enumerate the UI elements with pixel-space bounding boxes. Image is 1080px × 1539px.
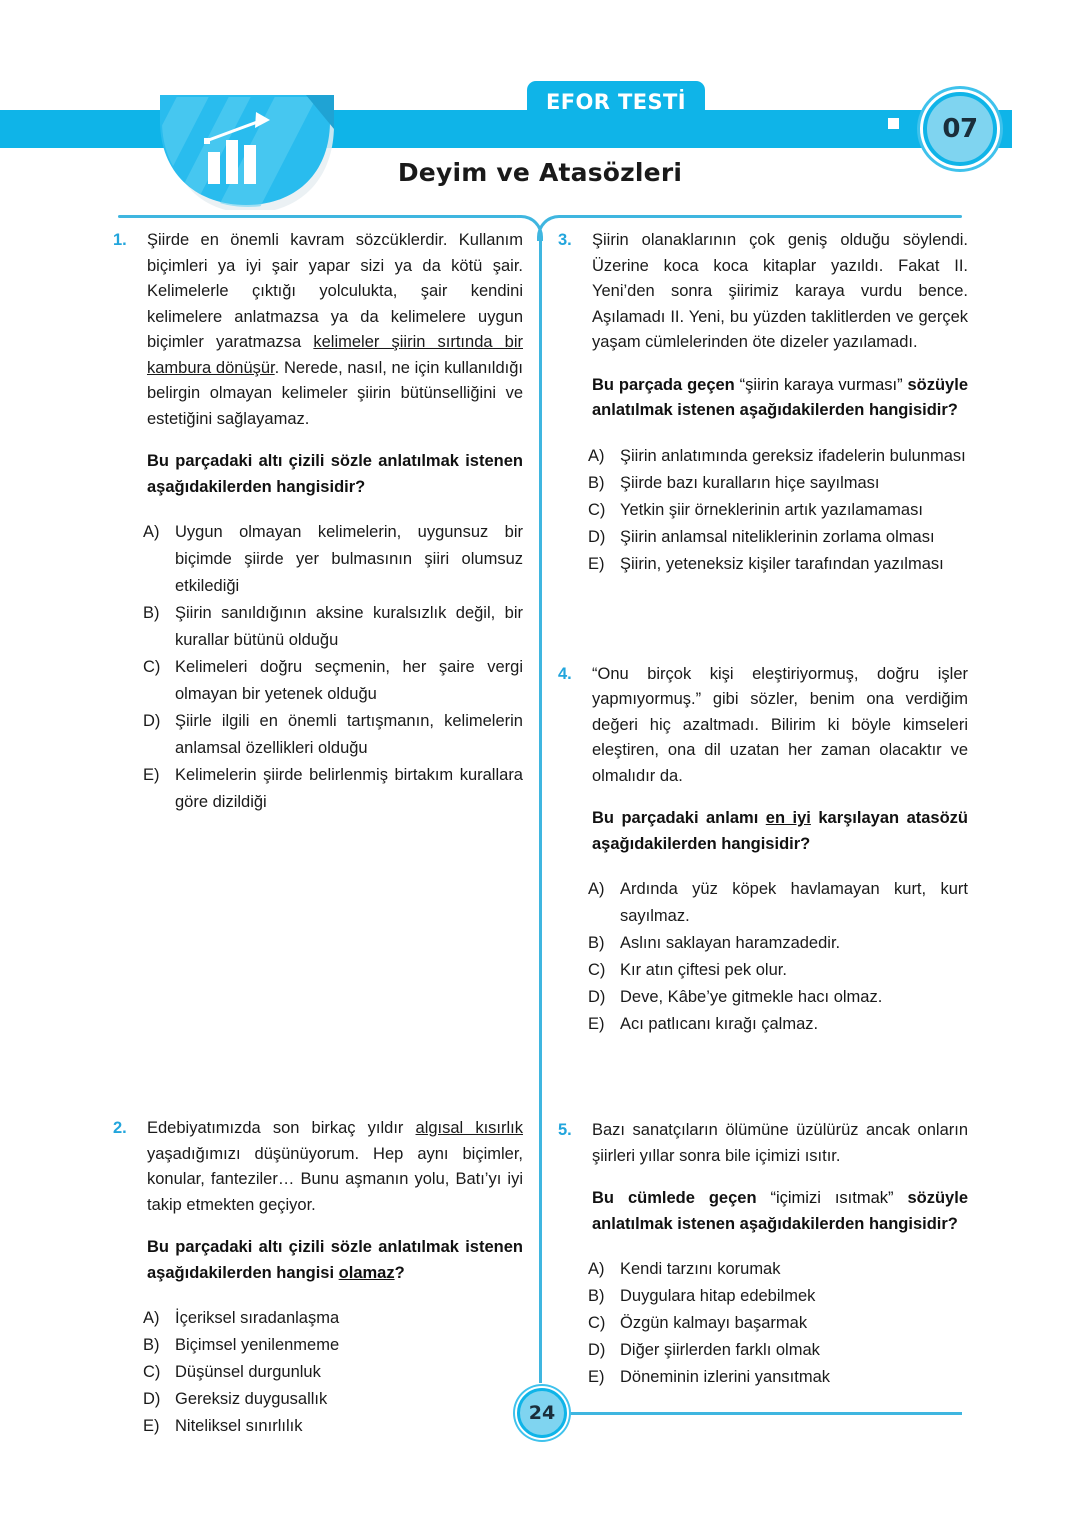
- question-1-passage-post: . Nerede, nasıl, ne için kullanıldığı belirgin olmayan kelimeler şiirin bütünselliğini ve estetiğini sağlayamaz.: [147, 358, 523, 428]
- option-a[interactable]: [143, 1305, 523, 1332]
- option-d[interactable]: [143, 708, 523, 762]
- question-5-prompt: [592, 1186, 968, 1237]
- option-d-letter: D): [143, 712, 161, 730]
- question-4-prompt-pre: Bu parçadaki anlamı: [592, 809, 766, 827]
- right-column: [558, 228, 968, 1391]
- page-title: Deyim ve Atasözleri: [397, 158, 683, 187]
- question-2-prompt-post: ?: [394, 1263, 405, 1282]
- option-c-letter: C): [143, 1363, 161, 1381]
- question-3-passage: Şiirin olanaklarının çok geniş olduğu söylendi. Üzerine koca koca kitaplar yazıldı. Fakat II. Yeni’den sonra şiirimiz karaya vurdu bence. Aşılamadı II. Yeni, bu yüzden taklitlerden ve gerçek yaşam cümlelerinden öte dizeler yazılamadı.: [592, 231, 968, 351]
- option-d-text: Diğer şiirlerden farklı olmak: [620, 1341, 820, 1359]
- option-e[interactable]: [588, 1011, 968, 1038]
- option-c[interactable]: [588, 1310, 968, 1337]
- option-c-text: Özgün kalmayı başarmak: [620, 1314, 808, 1332]
- question-1-passage-pre: Şiirde en önemli kavram sözcüklerdir. Kullanım biçimleri ya iyi şair yapar sizi ya da kötü şair. Kelimelerle çıktığı yolculukta, şair kendini kelimelere anlatmazsa ya da kelimelere uygun biçimler yaratmazsa: [147, 231, 523, 351]
- option-b-letter: B): [588, 934, 605, 952]
- option-a-text: Şiirin anlatımında gereksiz ifadelerin bulunması: [620, 446, 966, 465]
- question-5-passage: Bazı sanatçıların ölümüne üzülürüz ancak onların şiirleri yıllar sonra bile içimizi ısıtır.: [592, 1121, 968, 1165]
- option-d-text: Şiirle ilgili en önemli tartışmanın, kelimelerin anlamsal özellikleri olduğu: [175, 712, 523, 757]
- option-a-letter: A): [588, 446, 605, 465]
- question-2: [113, 1116, 523, 1440]
- question-3-prompt: [592, 373, 968, 424]
- question-2-options: [113, 1305, 523, 1440]
- test-number-value: 07: [942, 114, 978, 144]
- question-1-passage-underlined: kelimeler şiirin sırtında bir kambura dönüşür: [147, 333, 523, 377]
- page-number-badge: [517, 1388, 567, 1438]
- option-c-letter: C): [143, 658, 161, 676]
- option-c[interactable]: [143, 1359, 523, 1386]
- option-c[interactable]: [588, 957, 968, 984]
- option-b-text: Aslını saklayan haramzadedir.: [620, 934, 841, 952]
- option-b-text: Duygulara hitap edebilmek: [620, 1287, 816, 1305]
- option-a[interactable]: [588, 876, 968, 930]
- option-b-letter: B): [143, 604, 160, 622]
- option-b[interactable]: [588, 1283, 968, 1310]
- option-b[interactable]: [143, 1332, 523, 1359]
- option-e-letter: E): [588, 1015, 605, 1033]
- question-5-number: 5.: [558, 1121, 572, 1139]
- option-a[interactable]: [588, 443, 968, 470]
- option-a-letter: A): [588, 1260, 605, 1278]
- option-d[interactable]: [588, 1337, 968, 1364]
- option-e[interactable]: [588, 551, 968, 578]
- test-number-badge: [923, 92, 997, 166]
- efor-tab-label: EFOR TESTİ: [546, 90, 686, 114]
- option-d[interactable]: [588, 984, 968, 1011]
- chart-ribbon: [158, 95, 336, 210]
- question-4-prompt-underlined: en iyi: [765, 809, 811, 827]
- question-2-passage-pre: Edebiyatımızda son birkaç yıldır: [147, 1119, 416, 1137]
- option-e-letter: E): [143, 766, 160, 784]
- question-2-passage-post: yaşadığımızı düşünüyorum. Hep aynı biçimler, konular, fanteziler… Bunu aşmanın yolu, Batı’yı iyi takip etmekten geçiyor.: [147, 1144, 523, 1214]
- option-e-letter: E): [588, 1368, 605, 1386]
- question-2-prompt: [147, 1235, 523, 1286]
- option-c-letter: C): [588, 1314, 606, 1332]
- question-1: [113, 228, 523, 816]
- option-b-letter: B): [588, 473, 605, 492]
- page-header: [0, 0, 1080, 215]
- option-d-letter: D): [588, 527, 606, 546]
- option-e-text: Niteliksel sınırlılık: [175, 1417, 303, 1435]
- question-3: [558, 228, 968, 578]
- option-b[interactable]: [588, 470, 968, 497]
- option-b-text: Şiirde bazı kuralların hiçe sayılması: [620, 473, 880, 492]
- question-4-passage: “Onu birçok kişi eleştiriyormuş, doğru işler yapmıyormuş.” gibi sözler, benim ona verdiğim değeri hiç azaltmadı. Bilirim ki böyle kimseleri eleştiren, ona dil uzatan her zaman olacaktır ve olmalıdır da.: [592, 664, 968, 785]
- question-3-number: 3.: [558, 231, 572, 249]
- option-d[interactable]: [143, 1386, 523, 1413]
- option-c[interactable]: [143, 654, 523, 708]
- option-e-text: Şiirin, yeteneksiz kişiler tarafından yazılması: [620, 554, 944, 573]
- question-2-prompt-pre: Bu parçadaki altı çizili sözle anlatılmak istenen aşağıdakilerden hangisi: [147, 1238, 523, 1282]
- option-c-text: Yetkin şiir örneklerinin artık yazılamaması: [620, 500, 923, 519]
- question-1-options: [113, 519, 523, 816]
- option-e-text: Kelimelerin şiirde belirlenmiş birtakım kurallara göre dizildiği: [175, 766, 523, 811]
- option-c[interactable]: [588, 497, 968, 524]
- question-5-prompt-pre: Bu cümlede geçen: [592, 1189, 771, 1207]
- question-5-prompt-post: sözüyle anlatılmak istenen aşağıdakilerden hangisidir?: [592, 1189, 968, 1233]
- question-2-passage: [147, 1116, 523, 1218]
- option-d-text: Gereksiz duygusallık: [175, 1390, 328, 1408]
- option-a[interactable]: [143, 519, 523, 600]
- question-2-passage-underlined: algısal kısırlık: [415, 1119, 523, 1137]
- right-column-rule: [560, 215, 962, 218]
- option-d-letter: D): [588, 988, 606, 1006]
- option-c-text: Kır atın çiftesi pek olur.: [620, 961, 787, 979]
- option-e-text: Acı patlıcanı kırağı çalmaz.: [620, 1015, 819, 1033]
- option-a-letter: A): [143, 1309, 160, 1327]
- option-d-letter: D): [588, 1341, 606, 1359]
- option-c-letter: C): [588, 961, 606, 979]
- option-c-letter: C): [588, 500, 606, 519]
- option-d[interactable]: [588, 524, 968, 551]
- question-4-prompt: [592, 806, 968, 857]
- option-a[interactable]: [588, 1256, 968, 1283]
- option-e-text: Döneminin izlerini yansıtmak: [620, 1368, 830, 1386]
- question-5: [558, 1118, 968, 1391]
- option-b-letter: B): [588, 1287, 605, 1305]
- option-d-text: Şiirin anlamsal niteliklerinin zorlama olması: [620, 527, 935, 546]
- question-4-number: 4.: [558, 664, 572, 683]
- option-a-text: İçeriksel sıradanlaşma: [175, 1309, 340, 1327]
- option-e-letter: E): [143, 1417, 160, 1435]
- question-1-number: 1.: [113, 231, 127, 249]
- option-b-text: Şiirin sanıldığının aksine kuralsızlık değil, bir kurallar bütünü olduğu: [175, 604, 523, 649]
- option-b-letter: B): [143, 1336, 160, 1354]
- option-b-text: Biçimsel yenilenmeme: [175, 1336, 340, 1354]
- option-e[interactable]: [143, 762, 523, 816]
- option-e[interactable]: [143, 1413, 523, 1440]
- header-bar: [0, 110, 1012, 148]
- option-c-text: Kelimeleri doğru seçmenin, her şaire vergi olmayan bir yetenek olduğu: [175, 658, 523, 703]
- bar-chart-growth-icon: [158, 95, 336, 210]
- option-e-letter: E): [588, 554, 605, 573]
- question-5-options: [558, 1256, 968, 1391]
- option-c-text: Düşünsel durgunluk: [175, 1363, 321, 1381]
- option-d-text: Deve, Kâbe’ye gitmekle hacı olmaz.: [620, 988, 883, 1006]
- question-1-prompt: Bu parçadaki altı çizili sözle anlatılmak istenen aşağıdakilerden hangisidir?: [147, 452, 523, 496]
- question-2-number: 2.: [113, 1119, 127, 1137]
- option-a-text: Uygun olmayan kelimelerin, uygunsuz bir biçimde şiirde yer bulmasının şiiri olumsuz etkilediği: [175, 523, 523, 595]
- option-d-letter: D): [143, 1390, 161, 1408]
- option-a-text: Kendi tarzını korumak: [620, 1260, 781, 1278]
- option-a-text: Ardında yüz köpek havlamayan kurt, kurt sayılmaz.: [620, 880, 968, 925]
- left-column: [113, 228, 523, 1440]
- column-divider: [539, 238, 542, 1383]
- question-3-options: [558, 443, 968, 578]
- question-2-prompt-underlined: olamaz: [338, 1263, 395, 1282]
- bottom-rule: [570, 1412, 962, 1415]
- header-bar-notch: [888, 118, 899, 129]
- question-4-prompt-post: karşılayan atasözü aşağıdakilerden hangisidir?: [592, 809, 969, 853]
- option-a-letter: A): [588, 880, 605, 898]
- question-1-passage: [147, 228, 523, 432]
- question-3-prompt-post: sözüyle anlatılmak istenen aşağıdakilerden hangisidir?: [592, 375, 968, 419]
- question-4-options: [558, 876, 968, 1038]
- page-number-value: 24: [528, 1402, 556, 1424]
- question-3-prompt-quote: “şiirin karaya vurması”: [739, 375, 903, 394]
- left-column-rule: [118, 215, 518, 218]
- question-4: [558, 662, 968, 1039]
- option-b[interactable]: [588, 930, 968, 957]
- option-e[interactable]: [588, 1364, 968, 1391]
- question-5-prompt-quote: “içimizi ısıtmak”: [770, 1189, 894, 1207]
- question-3-prompt-pre: Bu parçada geçen: [592, 375, 740, 394]
- option-a-letter: A): [143, 523, 160, 541]
- option-b[interactable]: [143, 600, 523, 654]
